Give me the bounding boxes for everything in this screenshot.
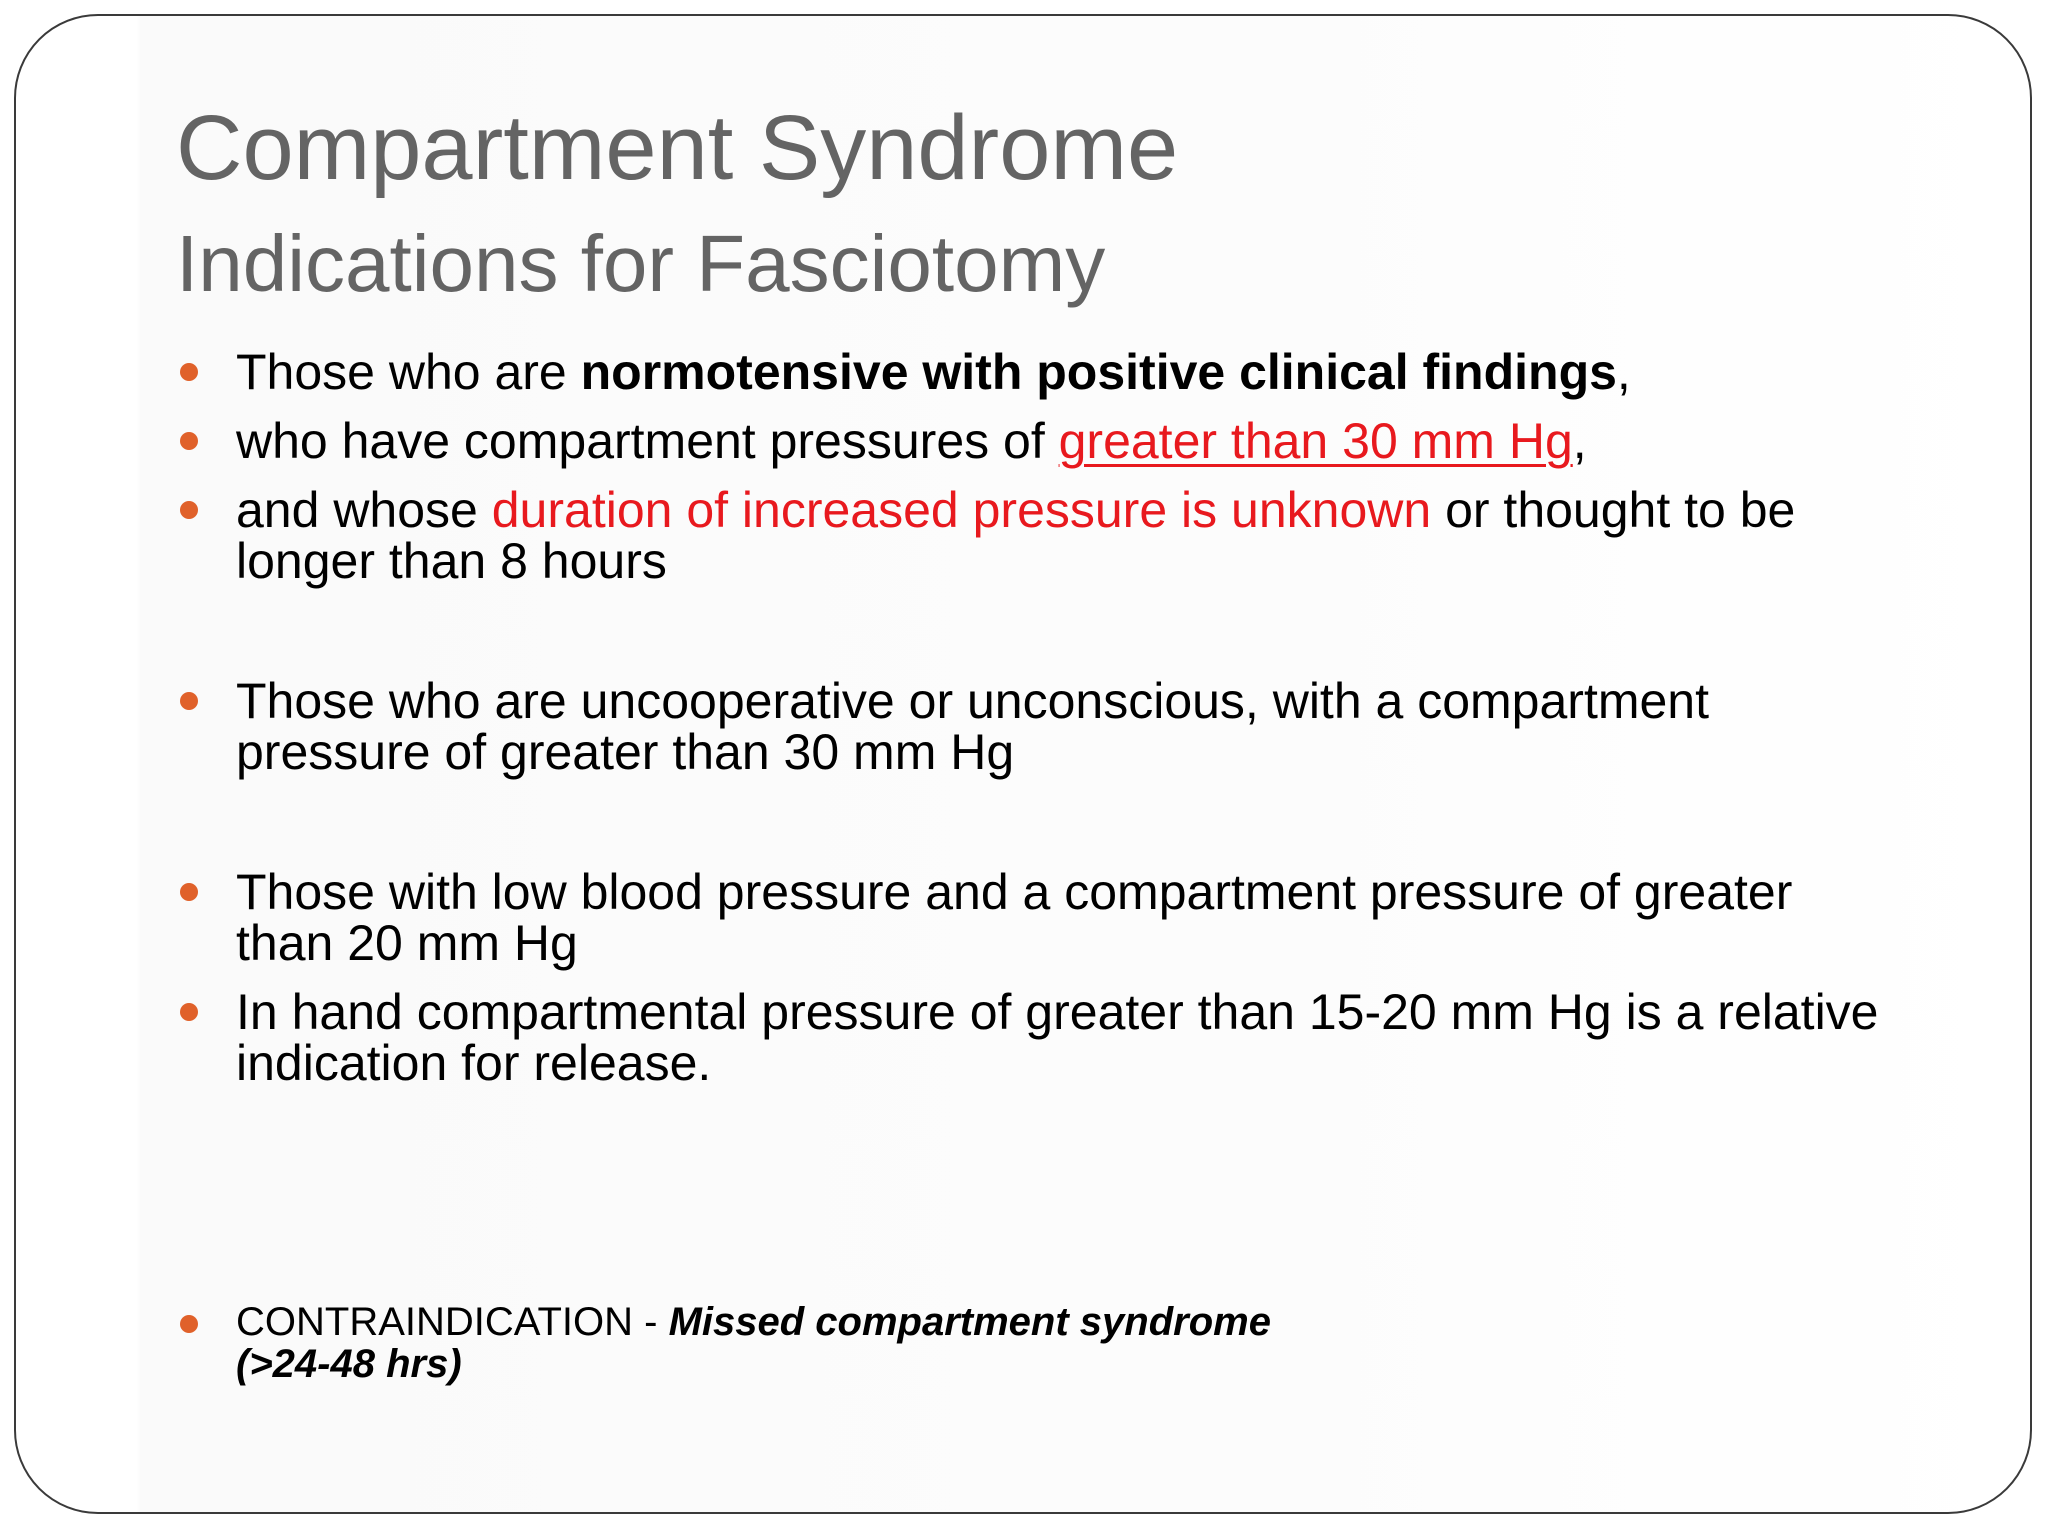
bullet-dot-icon bbox=[180, 883, 198, 901]
bullet-text: , bbox=[1572, 413, 1587, 469]
bullet-bold-italic-text: Missed compartment syndrome (>24-48 hrs) bbox=[236, 1300, 1271, 1386]
slide-subtitle: Indications for Fasciotomy bbox=[176, 219, 1106, 308]
bullet-highlight-text: greater than 30 mm Hg bbox=[1058, 413, 1573, 469]
bullet-dot-icon bbox=[180, 363, 198, 381]
bullet-text: , bbox=[1616, 344, 1631, 400]
bullet-dot-icon bbox=[180, 1315, 198, 1333]
bullet-text: and whose bbox=[236, 482, 492, 538]
bullet-text: CONTRAINDICATION - bbox=[236, 1300, 669, 1344]
slide bbox=[14, 14, 2032, 1514]
bullet-text: who have compartment pressures of bbox=[236, 413, 1059, 469]
bullet-bold-text: normotensive with positive clinical findings bbox=[580, 344, 1617, 400]
bullet-text: Those with low blood pressure and a compartment pressure of greater than 20 mm Hg bbox=[236, 864, 1793, 971]
bullet-item bbox=[236, 1301, 1336, 1385]
bullet-item bbox=[236, 864, 1896, 971]
bullet-dot-icon bbox=[180, 501, 198, 519]
bullet-item bbox=[236, 413, 1896, 469]
bullet-text: Those who are uncooperative or unconscious, with a compartment pressure of greater than 30 mm Hg bbox=[236, 673, 1709, 780]
bullet-item bbox=[236, 673, 1896, 780]
bullet-text: In hand compartmental pressure of greater than 15-20 mm Hg is a relative indication for release. bbox=[236, 984, 1879, 1091]
slide-title: Compartment Syndrome bbox=[176, 97, 1179, 199]
bullet-dot-icon bbox=[180, 432, 198, 450]
bullet-text: Those who are bbox=[236, 344, 581, 400]
bullet-dot-icon bbox=[180, 1003, 198, 1021]
bullet-text: or thought to be longer than 8 hours bbox=[236, 482, 1796, 589]
bullet-item bbox=[236, 482, 1896, 589]
bullet-item bbox=[236, 984, 1896, 1091]
bullet-dot-icon bbox=[180, 692, 198, 710]
bullet-highlight-text: duration of increased pressure is unknown bbox=[491, 482, 1432, 538]
bullet-item bbox=[236, 344, 1896, 400]
